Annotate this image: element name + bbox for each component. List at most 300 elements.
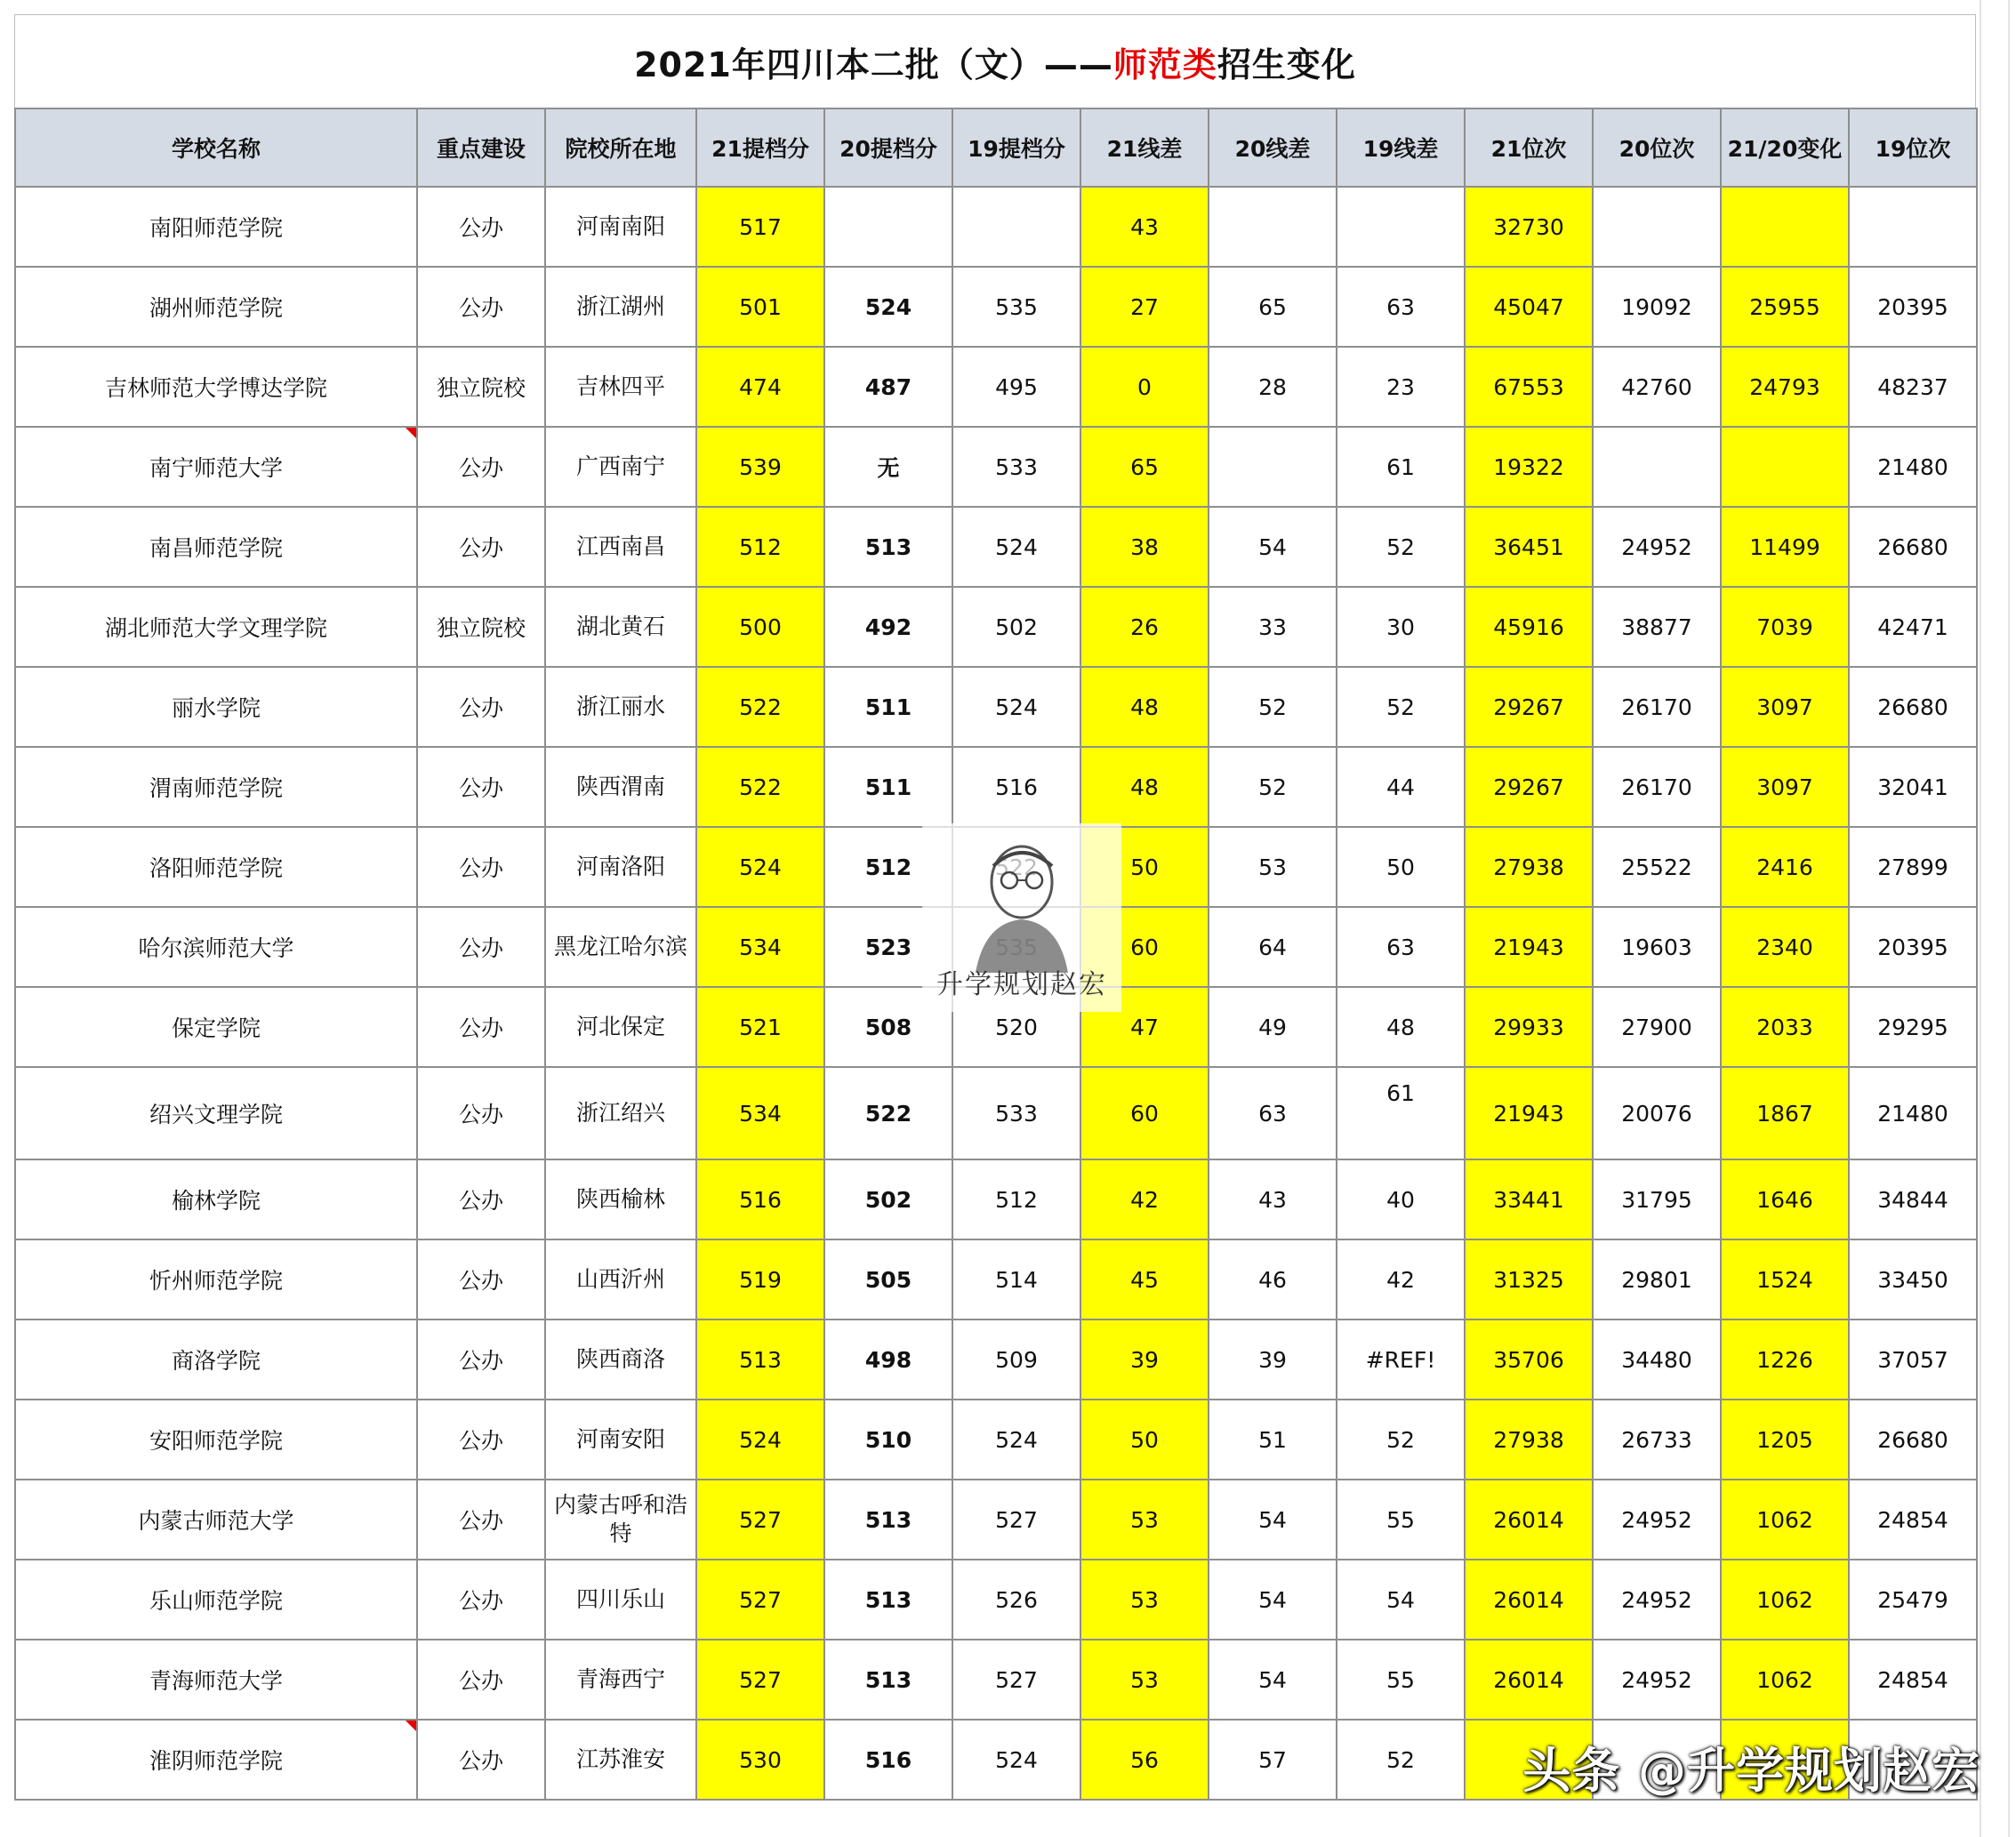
table-cell[interactable] xyxy=(1337,1067,1465,1159)
table-cell[interactable] xyxy=(696,1480,824,1560)
table-cell[interactable] xyxy=(1080,267,1209,347)
table-cell[interactable] xyxy=(1593,507,1721,587)
table-cell[interactable] xyxy=(417,347,545,427)
table-cell[interactable] xyxy=(545,907,696,987)
column-header[interactable]: 19线差 xyxy=(1337,108,1465,187)
table-cell[interactable] xyxy=(1080,667,1209,747)
table-cell[interactable] xyxy=(824,587,952,667)
table-cell[interactable] xyxy=(1209,1400,1337,1480)
table-cell[interactable] xyxy=(1465,1320,1593,1400)
column-header[interactable]: 19提档分 xyxy=(952,108,1080,187)
table-cell[interactable] xyxy=(1209,1560,1337,1640)
table-cell[interactable] xyxy=(1465,907,1593,987)
table-cell[interactable] xyxy=(15,267,417,347)
sheet-gridline xyxy=(1980,0,1981,1837)
cell-text: 1062 xyxy=(1756,1666,1813,1693)
table-cell[interactable] xyxy=(1337,1320,1465,1400)
table-cell[interactable] xyxy=(1849,187,1977,267)
table-cell[interactable] xyxy=(545,1480,696,1560)
cell-text: 48237 xyxy=(1877,373,1948,400)
cell-text: 26 xyxy=(1130,614,1159,640)
cell-text: 公办 xyxy=(458,295,503,321)
column-header[interactable]: 20提档分 xyxy=(824,108,952,187)
table-cell[interactable] xyxy=(1849,1159,1977,1239)
cell-text: 527 xyxy=(739,1506,782,1533)
table-cell[interactable] xyxy=(1721,987,1849,1067)
cell-text: 河北保定 xyxy=(575,1014,665,1039)
table-cell[interactable] xyxy=(545,1320,696,1400)
table-cell[interactable] xyxy=(696,1400,824,1480)
table-cell[interactable] xyxy=(824,187,952,267)
column-header[interactable]: 20位次 xyxy=(1593,108,1721,187)
table-cell[interactable] xyxy=(417,427,545,507)
table-cell[interactable] xyxy=(1721,587,1849,667)
cell-text: 2033 xyxy=(1756,1014,1813,1040)
table-cell[interactable] xyxy=(1080,1480,1209,1560)
table-cell[interactable] xyxy=(1080,1640,1209,1720)
table-cell[interactable] xyxy=(696,1239,824,1320)
table-cell[interactable] xyxy=(417,1560,545,1640)
table-cell[interactable] xyxy=(417,1320,545,1400)
table-cell[interactable] xyxy=(1337,1480,1465,1560)
table-cell[interactable] xyxy=(1080,427,1209,507)
table-cell[interactable] xyxy=(1337,987,1465,1067)
table-cell[interactable] xyxy=(15,1159,417,1239)
table-cell[interactable] xyxy=(1593,187,1721,267)
cell-text: 公办 xyxy=(458,775,503,801)
table-cell[interactable] xyxy=(417,667,545,747)
table-cell[interactable] xyxy=(417,1480,545,1560)
table-cell[interactable] xyxy=(1465,507,1593,587)
table-cell[interactable] xyxy=(15,427,417,507)
table-cell[interactable] xyxy=(1209,1067,1337,1159)
table-cell[interactable] xyxy=(1849,267,1977,347)
cell-text: 530 xyxy=(739,1746,782,1773)
table-cell[interactable] xyxy=(1721,667,1849,747)
table-cell[interactable] xyxy=(824,267,952,347)
table-cell[interactable] xyxy=(15,907,417,987)
table-cell[interactable] xyxy=(1337,747,1465,827)
table-cell[interactable] xyxy=(1721,1640,1849,1720)
table-cell[interactable] xyxy=(417,1640,545,1720)
table-cell[interactable] xyxy=(1593,1480,1721,1560)
table-cell[interactable] xyxy=(1209,267,1337,347)
cell-text: 48 xyxy=(1130,774,1159,800)
table-cell[interactable] xyxy=(1849,667,1977,747)
table-cell[interactable] xyxy=(1465,267,1593,347)
table-cell[interactable] xyxy=(1337,907,1465,987)
table-cell[interactable] xyxy=(696,187,824,267)
table-cell[interactable] xyxy=(696,1640,824,1720)
table-cell[interactable] xyxy=(1593,267,1721,347)
table-cell[interactable] xyxy=(1209,827,1337,907)
table-cell[interactable] xyxy=(1337,1400,1465,1480)
cell-text: 1226 xyxy=(1756,1346,1813,1373)
table-cell[interactable] xyxy=(417,267,545,347)
table-cell[interactable] xyxy=(1080,347,1209,427)
table-cell[interactable] xyxy=(952,1720,1080,1800)
table-cell[interactable] xyxy=(696,507,824,587)
table-cell[interactable] xyxy=(1721,347,1849,427)
table-cell[interactable] xyxy=(1721,1400,1849,1480)
table-cell[interactable] xyxy=(696,1159,824,1239)
table-cell[interactable] xyxy=(1849,1640,1977,1720)
table-cell[interactable] xyxy=(1080,1239,1209,1320)
table-cell[interactable] xyxy=(1209,347,1337,427)
table-cell[interactable] xyxy=(1593,667,1721,747)
table-cell[interactable] xyxy=(15,1640,417,1720)
cell-text: 40 xyxy=(1386,1186,1415,1213)
table-cell[interactable] xyxy=(417,507,545,587)
cell-text: 50 xyxy=(1386,854,1415,880)
table-cell[interactable] xyxy=(1593,347,1721,427)
table-cell[interactable] xyxy=(1080,1720,1209,1800)
table-cell[interactable] xyxy=(15,1720,417,1800)
table-cell[interactable] xyxy=(1593,827,1721,907)
table-cell[interactable] xyxy=(1593,1159,1721,1239)
table-cell[interactable] xyxy=(1593,427,1721,507)
cell-text: 27899 xyxy=(1877,854,1948,880)
cell-text: 23 xyxy=(1386,373,1415,400)
cell-text: 25479 xyxy=(1877,1586,1948,1613)
table-cell[interactable] xyxy=(1209,1720,1337,1800)
table-cell[interactable] xyxy=(1593,1560,1721,1640)
table-cell[interactable] xyxy=(1849,827,1977,907)
table-cell[interactable] xyxy=(824,1480,952,1560)
table-cell[interactable] xyxy=(1721,427,1849,507)
table-cell[interactable] xyxy=(696,667,824,747)
cell-text: 安阳师范学院 xyxy=(149,1428,283,1454)
cell-text: 南阳师范学院 xyxy=(149,215,283,241)
table-cell[interactable] xyxy=(15,1067,417,1159)
table-cell[interactable] xyxy=(1337,1159,1465,1239)
table-cell[interactable] xyxy=(1080,507,1209,587)
table-cell[interactable] xyxy=(545,1560,696,1640)
cell-text: 29295 xyxy=(1877,1014,1948,1040)
table-cell[interactable] xyxy=(952,1239,1080,1320)
table-cell[interactable] xyxy=(1593,587,1721,667)
table-cell[interactable] xyxy=(1593,1400,1721,1480)
brand-watermark: 头条 @升学规划赵宏 xyxy=(1522,1743,1980,1799)
table-cell[interactable] xyxy=(824,1320,952,1400)
table-cell[interactable] xyxy=(1465,667,1593,747)
table-cell[interactable] xyxy=(696,587,824,667)
cell-text: 公办 xyxy=(458,215,503,241)
table-cell[interactable] xyxy=(696,1560,824,1640)
table-cell[interactable] xyxy=(1849,987,1977,1067)
table-cell[interactable] xyxy=(1337,187,1465,267)
table-cell[interactable] xyxy=(952,1560,1080,1640)
table-cell[interactable] xyxy=(1209,1480,1337,1560)
table-cell[interactable] xyxy=(1080,1067,1209,1159)
table-cell[interactable] xyxy=(1080,747,1209,827)
column-header[interactable]: 院校所在地 xyxy=(545,108,696,187)
table-cell[interactable] xyxy=(1337,827,1465,907)
table-cell[interactable] xyxy=(1337,347,1465,427)
table-cell[interactable] xyxy=(1849,427,1977,507)
cell-text: 河南南阳 xyxy=(575,213,665,239)
table-cell[interactable] xyxy=(1337,267,1465,347)
table-cell[interactable] xyxy=(1721,827,1849,907)
table-cell[interactable] xyxy=(1465,747,1593,827)
table-cell[interactable] xyxy=(824,667,952,747)
table-cell[interactable] xyxy=(696,267,824,347)
table-cell[interactable] xyxy=(1593,987,1721,1067)
table-cell[interactable] xyxy=(696,347,824,427)
cell-text: 511 xyxy=(864,774,912,800)
table-cell[interactable] xyxy=(1721,1239,1849,1320)
table-cell[interactable] xyxy=(952,1159,1080,1239)
table-cell[interactable] xyxy=(952,1067,1080,1159)
table-cell[interactable] xyxy=(696,427,824,507)
table-cell[interactable] xyxy=(1465,1067,1593,1159)
table-cell[interactable] xyxy=(1209,187,1337,267)
table-cell[interactable] xyxy=(545,827,696,907)
cell-text: 498 xyxy=(864,1346,912,1373)
table-cell[interactable] xyxy=(952,587,1080,667)
table-cell[interactable] xyxy=(1593,1320,1721,1400)
table-cell[interactable] xyxy=(1849,1239,1977,1320)
column-header[interactable]: 21线差 xyxy=(1080,108,1209,187)
table-cell[interactable] xyxy=(952,187,1080,267)
column-header[interactable]: 21提档分 xyxy=(696,108,824,187)
table-cell[interactable] xyxy=(824,1067,952,1159)
table-cell[interactable] xyxy=(952,1320,1080,1400)
table-cell[interactable] xyxy=(1849,587,1977,667)
column-header[interactable]: 重点建设 xyxy=(417,108,545,187)
table-cell[interactable] xyxy=(545,587,696,667)
table-cell[interactable] xyxy=(952,427,1080,507)
table-cell[interactable] xyxy=(15,507,417,587)
table-cell[interactable] xyxy=(1593,907,1721,987)
table-cell[interactable] xyxy=(824,1720,952,1800)
table-cell[interactable] xyxy=(1721,907,1849,987)
table-cell[interactable] xyxy=(1337,427,1465,507)
cell-text: 56 xyxy=(1130,1746,1159,1773)
table-cell[interactable] xyxy=(15,187,417,267)
table-cell[interactable] xyxy=(1721,1067,1849,1159)
table-cell[interactable] xyxy=(417,1720,545,1800)
table-cell[interactable] xyxy=(1593,1239,1721,1320)
table-cell[interactable] xyxy=(545,987,696,1067)
table-cell[interactable] xyxy=(696,907,824,987)
table-cell[interactable] xyxy=(1080,1400,1209,1480)
cell-text: 淮阴师范学院 xyxy=(149,1748,283,1774)
table-cell[interactable] xyxy=(824,1400,952,1480)
column-header[interactable]: 19位次 xyxy=(1849,108,1977,187)
table-cell[interactable] xyxy=(952,507,1080,587)
table-cell[interactable] xyxy=(1337,1239,1465,1320)
table-cell[interactable] xyxy=(1465,1560,1593,1640)
table-cell[interactable] xyxy=(417,907,545,987)
table-cell[interactable] xyxy=(1465,1159,1593,1239)
table-cell[interactable] xyxy=(545,1720,696,1800)
table-cell[interactable] xyxy=(1849,347,1977,427)
cell-text: 丽水学院 xyxy=(171,695,261,721)
table-cell[interactable] xyxy=(824,507,952,587)
cell-text: 27938 xyxy=(1493,854,1564,880)
cell-text: 26170 xyxy=(1621,694,1692,720)
column-header[interactable]: 20线差 xyxy=(1209,108,1337,187)
table-cell[interactable] xyxy=(417,987,545,1067)
table-cell[interactable] xyxy=(417,1067,545,1159)
table-cell[interactable] xyxy=(952,667,1080,747)
table-cell[interactable] xyxy=(824,347,952,427)
table-cell[interactable] xyxy=(1080,1320,1209,1400)
column-header[interactable]: 学校名称 xyxy=(15,108,417,187)
table-cell[interactable] xyxy=(1849,1480,1977,1560)
table-cell[interactable] xyxy=(545,267,696,347)
table-cell[interactable] xyxy=(1721,187,1849,267)
column-header[interactable]: 21/20变化 xyxy=(1721,108,1849,187)
table-cell[interactable] xyxy=(545,1067,696,1159)
table-cell[interactable] xyxy=(1849,907,1977,987)
table-cell[interactable] xyxy=(417,587,545,667)
cell-text: 公办 xyxy=(458,1428,503,1454)
table-cell[interactable] xyxy=(417,827,545,907)
table-cell[interactable] xyxy=(1465,1400,1593,1480)
table-cell[interactable] xyxy=(1080,187,1209,267)
table-cell[interactable] xyxy=(1337,587,1465,667)
table-cell[interactable] xyxy=(1209,667,1337,747)
table-cell[interactable] xyxy=(545,507,696,587)
table-cell[interactable] xyxy=(15,1239,417,1320)
table-cell[interactable] xyxy=(417,747,545,827)
table-cell[interactable] xyxy=(417,1400,545,1480)
table-cell[interactable] xyxy=(1337,1720,1465,1800)
table-cell[interactable] xyxy=(1721,267,1849,347)
table-cell[interactable] xyxy=(1721,1159,1849,1239)
table-cell[interactable] xyxy=(1209,507,1337,587)
table-cell[interactable] xyxy=(1465,587,1593,667)
table-cell[interactable] xyxy=(15,347,417,427)
table-cell[interactable] xyxy=(1849,1320,1977,1400)
table-cell[interactable] xyxy=(696,747,824,827)
table-cell[interactable] xyxy=(545,1239,696,1320)
table-cell[interactable] xyxy=(1337,1560,1465,1640)
table-cell[interactable] xyxy=(824,747,952,827)
table-cell[interactable] xyxy=(417,1159,545,1239)
table-cell[interactable] xyxy=(824,1159,952,1239)
cell-text: 24793 xyxy=(1749,373,1820,400)
table-cell[interactable] xyxy=(696,1720,824,1800)
table-cell[interactable] xyxy=(545,427,696,507)
table-cell[interactable] xyxy=(952,1400,1080,1480)
table-cell[interactable] xyxy=(15,827,417,907)
table-cell[interactable] xyxy=(952,1480,1080,1560)
table-cell[interactable] xyxy=(1209,1159,1337,1239)
table-cell[interactable] xyxy=(1080,587,1209,667)
table-cell[interactable] xyxy=(1209,907,1337,987)
cell-text: 21480 xyxy=(1877,453,1948,480)
table-cell[interactable] xyxy=(15,1400,417,1480)
table-cell[interactable] xyxy=(1465,987,1593,1067)
table-cell[interactable] xyxy=(1849,1400,1977,1480)
cell-text: 55 xyxy=(1386,1506,1415,1533)
table-cell[interactable] xyxy=(1337,667,1465,747)
table-cell[interactable] xyxy=(1080,1560,1209,1640)
table-cell[interactable] xyxy=(545,747,696,827)
table-cell[interactable] xyxy=(1849,1560,1977,1640)
table-cell[interactable] xyxy=(1209,427,1337,507)
table-cell[interactable] xyxy=(952,747,1080,827)
table-cell[interactable] xyxy=(1465,187,1593,267)
table-cell[interactable] xyxy=(1209,1320,1337,1400)
table-cell[interactable] xyxy=(545,667,696,747)
table-cell[interactable] xyxy=(952,347,1080,427)
table-cell[interactable] xyxy=(1337,507,1465,587)
table-cell[interactable] xyxy=(1849,747,1977,827)
table-cell[interactable] xyxy=(1593,1640,1721,1720)
table-cell[interactable] xyxy=(1465,1480,1593,1560)
table-cell[interactable] xyxy=(1209,1239,1337,1320)
table-cell[interactable] xyxy=(696,1067,824,1159)
table-cell[interactable] xyxy=(545,1400,696,1480)
table-cell[interactable] xyxy=(545,187,696,267)
table-cell[interactable] xyxy=(417,187,545,267)
table-cell[interactable] xyxy=(1465,427,1593,507)
table-cell[interactable] xyxy=(1593,1067,1721,1159)
table-cell[interactable] xyxy=(1849,507,1977,587)
comment-marker-icon[interactable] xyxy=(406,1721,416,1731)
table-cell[interactable] xyxy=(545,1159,696,1239)
table-cell[interactable] xyxy=(696,1320,824,1400)
table-cell[interactable] xyxy=(1721,1560,1849,1640)
table-cell[interactable] xyxy=(1849,1067,1977,1159)
table-cell[interactable] xyxy=(1209,1640,1337,1720)
table-cell[interactable] xyxy=(1465,1640,1593,1720)
table-cell[interactable] xyxy=(15,587,417,667)
cell-text: 60 xyxy=(1130,934,1159,960)
table-cell[interactable] xyxy=(952,1640,1080,1720)
table-cell[interactable] xyxy=(545,347,696,427)
table-cell[interactable] xyxy=(15,667,417,747)
table-cell[interactable] xyxy=(1721,507,1849,587)
table-cell[interactable] xyxy=(1209,747,1337,827)
table-cell[interactable] xyxy=(696,987,824,1067)
table-cell[interactable] xyxy=(696,827,824,907)
table-cell[interactable] xyxy=(824,427,952,507)
comment-marker-icon[interactable] xyxy=(406,428,416,438)
column-header[interactable]: 21位次 xyxy=(1465,108,1593,187)
table-cell[interactable] xyxy=(1465,347,1593,427)
table-cell[interactable] xyxy=(1721,1320,1849,1400)
cell-text: 60 xyxy=(1130,1100,1159,1127)
cell-text: 50 xyxy=(1130,854,1159,880)
table-cell[interactable] xyxy=(1721,747,1849,827)
table-cell[interactable] xyxy=(15,747,417,827)
table-cell[interactable] xyxy=(545,1640,696,1720)
table-cell[interactable] xyxy=(1465,1239,1593,1320)
table-cell[interactable] xyxy=(1209,987,1337,1067)
table-cell[interactable] xyxy=(15,987,417,1067)
table-cell[interactable] xyxy=(824,1560,952,1640)
table-cell[interactable] xyxy=(1080,1159,1209,1239)
page-title xyxy=(14,14,1976,108)
table-cell[interactable] xyxy=(1209,587,1337,667)
table-cell[interactable] xyxy=(15,1320,417,1400)
table-cell[interactable] xyxy=(1721,1480,1849,1560)
table-cell[interactable] xyxy=(15,1480,417,1560)
table-cell[interactable] xyxy=(952,267,1080,347)
table-cell[interactable] xyxy=(1337,1640,1465,1720)
table-cell[interactable] xyxy=(824,1239,952,1320)
table-cell[interactable] xyxy=(15,1560,417,1640)
table-cell[interactable] xyxy=(1465,827,1593,907)
table-cell[interactable] xyxy=(1593,747,1721,827)
table-cell[interactable] xyxy=(417,1239,545,1320)
table-cell[interactable] xyxy=(824,1640,952,1720)
